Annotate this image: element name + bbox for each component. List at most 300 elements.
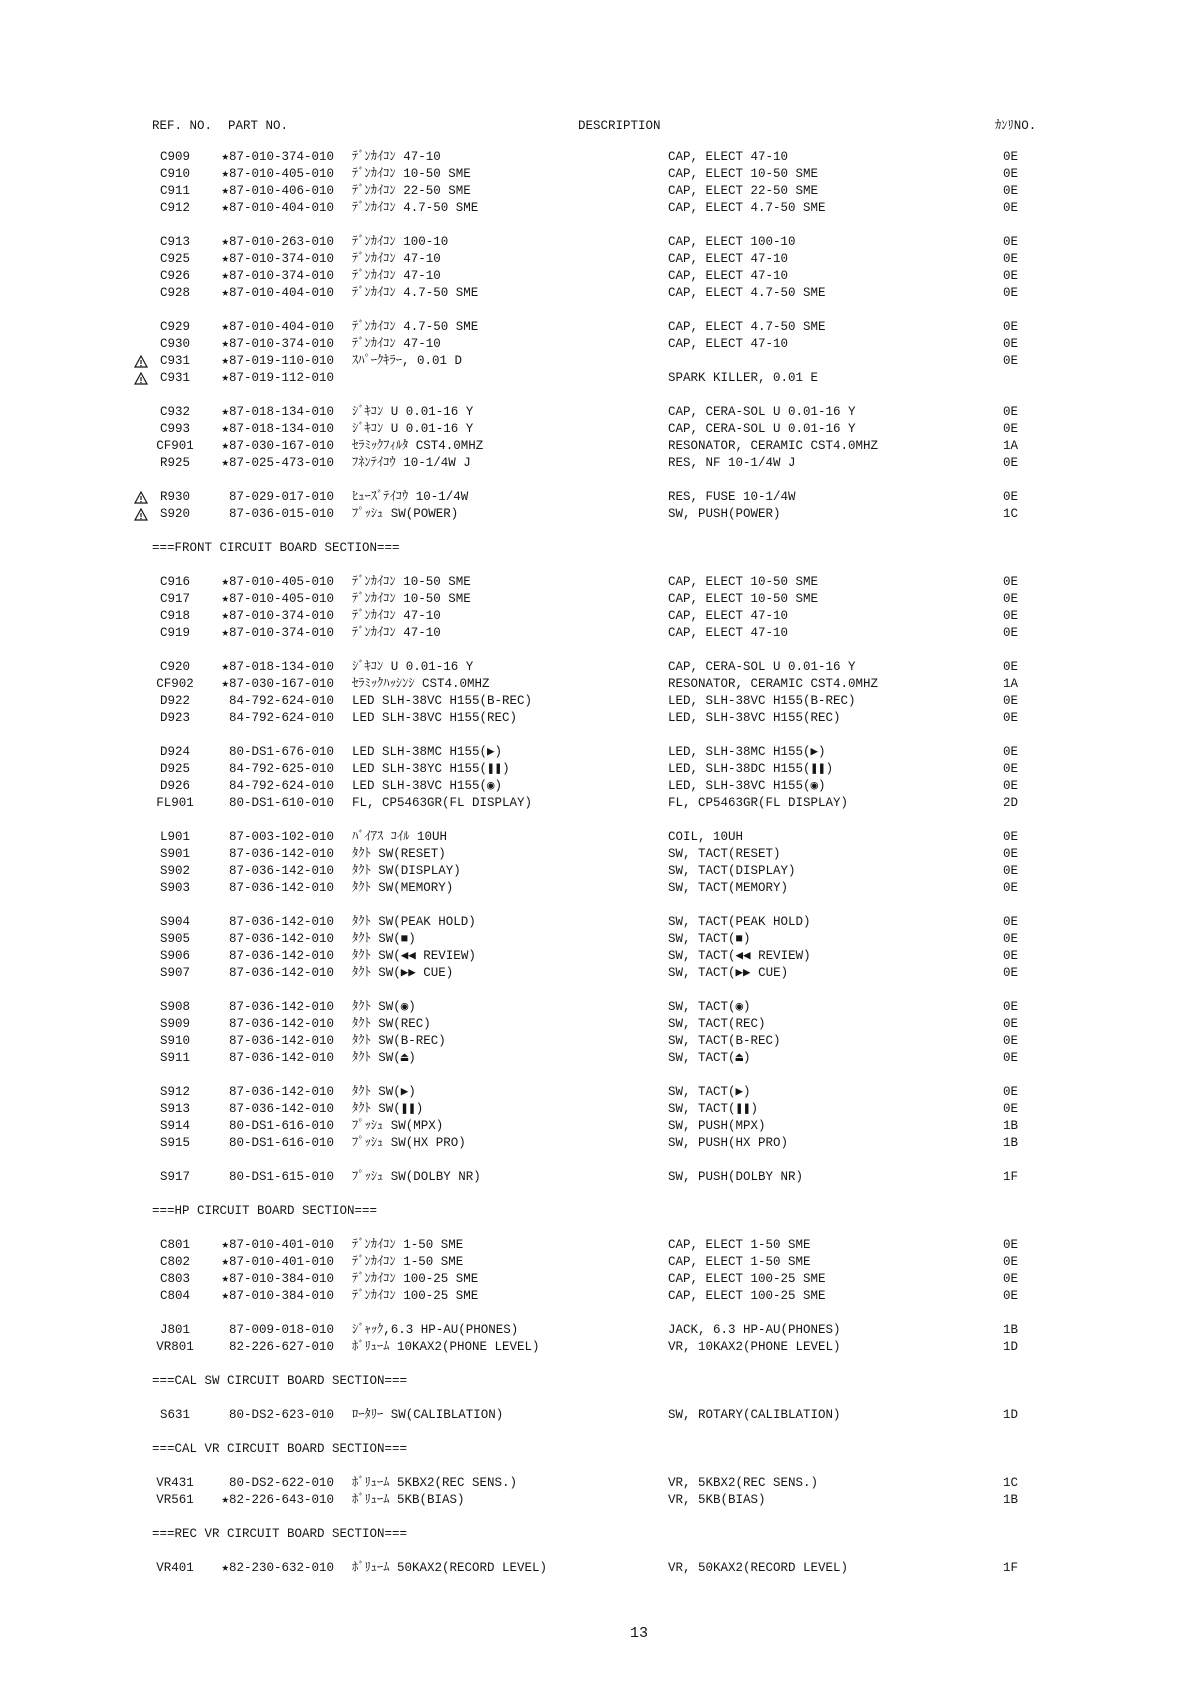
kanri-no: 0E — [1003, 609, 1019, 623]
kanri-no: 1A — [1003, 439, 1019, 453]
parts-row — [0, 251, 1184, 268]
part-no: 87-036-142-010 — [228, 1034, 334, 1048]
ref-no: S911 — [159, 1051, 190, 1065]
parts-row — [0, 999, 1184, 1016]
ref-no: S631 — [159, 1408, 190, 1422]
ref-no: S906 — [159, 949, 190, 963]
description-en: LED, SLH-38VC H155(◉) — [668, 779, 826, 793]
part-no: 84-792-625-010 — [228, 762, 334, 776]
description-en: SW, PUSH(DOLBY NR) — [668, 1170, 804, 1184]
part-no: 84-792-624-010 — [228, 711, 334, 725]
section-heading: ===CAL SW CIRCUIT BOARD SECTION=== — [152, 1374, 408, 1388]
part-no: 87-036-142-010 — [228, 1051, 334, 1065]
description-jp: ｼﾞｬｯｸ,6.3 HP-AU(PHONES) — [352, 1323, 519, 1337]
ref-no: S915 — [159, 1136, 190, 1150]
description-jp: ﾀｸﾄ SW(⏏) — [352, 1051, 416, 1065]
description-en: VR, 5KB(BIAS) — [668, 1493, 766, 1507]
description-jp: ﾃﾞﾝｶｲｺﾝ 4.7-50 SME — [352, 201, 479, 215]
part-no: ★87-018-134-010 — [221, 405, 334, 419]
kanri-no: 0E — [1003, 456, 1019, 470]
description-jp: ｽﾊﾟｰｸｷﾗｰ, 0.01 D — [352, 354, 463, 368]
parts-row — [0, 1339, 1184, 1356]
ref-no: C931 — [159, 354, 190, 368]
ref-no: S910 — [159, 1034, 190, 1048]
part-no: ★87-010-401-010 — [221, 1255, 334, 1269]
section-heading: ===CAL VR CIRCUIT BOARD SECTION=== — [152, 1442, 408, 1456]
part-no: ★87-030-167-010 — [221, 677, 334, 691]
kanri-no: 0E — [1003, 864, 1019, 878]
description-en: CAP, ELECT 1-50 SME — [668, 1255, 811, 1269]
description-en: CAP, ELECT 47-10 — [668, 252, 789, 266]
parts-row — [0, 455, 1184, 472]
description-jp: ﾀｸﾄ SW(RESET) — [352, 847, 446, 861]
kanri-no: 1B — [1003, 1136, 1019, 1150]
kanri-no: 0E — [1003, 1085, 1019, 1099]
description-en: SW, TACT(⏏) — [668, 1051, 751, 1065]
parts-row — [0, 1560, 1184, 1577]
part-no: ★87-030-167-010 — [221, 439, 334, 453]
description-jp: FL, CP5463GR(FL DISPLAY) — [352, 796, 533, 810]
parts-row — [0, 676, 1184, 693]
kanri-no: 0E — [1003, 150, 1019, 164]
part-no: 80-DS1-615-010 — [228, 1170, 334, 1184]
part-no: 80-DS1-676-010 — [228, 745, 334, 759]
part-no: ★87-010-374-010 — [221, 150, 334, 164]
ref-no: S913 — [159, 1102, 190, 1116]
description-en: CAP, CERA-SOL U 0.01-16 Y — [668, 405, 856, 419]
description-en: SW, TACT(▶) — [668, 1085, 751, 1099]
ref-no: CF901 — [156, 439, 194, 453]
parts-row — [0, 931, 1184, 948]
kanri-no: 0E — [1003, 745, 1019, 759]
description-jp: LED SLH-38VC H155(B-REC) — [352, 694, 533, 708]
parts-list — [0, 149, 1184, 1577]
description-en: LED, SLH-38DC H155(❚❚) — [668, 762, 834, 776]
part-no-header: PART NO. — [228, 119, 289, 133]
ref-no: C928 — [159, 286, 190, 300]
part-no: ★87-010-384-010 — [221, 1272, 334, 1286]
parts-row — [0, 149, 1184, 166]
parts-row — [0, 1288, 1184, 1305]
ref-no: C926 — [159, 269, 190, 283]
part-no: 87-029-017-010 — [228, 490, 334, 504]
parts-row — [0, 234, 1184, 251]
kanri-no: 1D — [1003, 1340, 1019, 1354]
description-jp: ﾃﾞﾝｶｲｺﾝ 47-10 — [352, 626, 441, 640]
ref-no-header: REF. NO. — [152, 119, 213, 133]
ref-no: C916 — [159, 575, 190, 589]
parts-row — [0, 421, 1184, 438]
description-en: CAP, ELECT 4.7-50 SME — [668, 201, 826, 215]
ref-no: C920 — [159, 660, 190, 674]
parts-row — [0, 268, 1184, 285]
description-en: CAP, CERA-SOL U 0.01-16 Y — [668, 422, 856, 436]
ref-no: S904 — [159, 915, 190, 929]
description-jp: LED SLH-38VC H155(REC) — [352, 711, 518, 725]
description-jp: ﾀｸﾄ SW(▶▶ CUE) — [352, 966, 454, 980]
description-jp: ｾﾗﾐｯｸﾊｯｼﾝｼ CST4.0MHZ — [352, 677, 490, 691]
part-no: ★87-010-374-010 — [221, 269, 334, 283]
part-no: 87-036-142-010 — [228, 949, 334, 963]
parts-group — [0, 234, 1184, 302]
ref-no: VR561 — [156, 1493, 194, 1507]
kanri-no: 0E — [1003, 1017, 1019, 1031]
description-en: SW, TACT(❚❚) — [668, 1102, 759, 1116]
parts-group — [0, 1322, 1184, 1356]
description-en: LED, SLH-38MC H155(▶) — [668, 745, 826, 759]
kanri-no: 1A — [1003, 677, 1019, 691]
description-jp: ﾀｸﾄ SW(■) — [352, 932, 416, 946]
description-jp: ﾃﾞﾝｶｲｺﾝ 1-50 SME — [352, 1238, 464, 1252]
description-en: LED, SLH-38VC H155(B-REC) — [668, 694, 856, 708]
section-heading: ===HP CIRCUIT BOARD SECTION=== — [152, 1204, 378, 1218]
ref-no: C930 — [159, 337, 190, 351]
parts-row — [0, 1475, 1184, 1492]
section-block — [0, 1526, 1184, 1543]
ref-no: VR801 — [156, 1340, 194, 1354]
ref-no: S903 — [159, 881, 190, 895]
description-jp: ﾃﾞﾝｶｲｺﾝ 47-10 — [352, 337, 441, 351]
description-en: SPARK KILLER, 0.01 E — [668, 371, 819, 385]
description-jp: ﾃﾞﾝｶｲｺﾝ 4.7-50 SME — [352, 320, 479, 334]
parts-row — [0, 1084, 1184, 1101]
description-jp: ﾌﾟｯｼｭ SW(DOLBY NR) — [352, 1170, 481, 1184]
parts-row — [0, 948, 1184, 965]
description-jp: ﾌﾟｯｼｭ SW(MPX) — [352, 1119, 444, 1133]
kanri-no: 0E — [1003, 201, 1019, 215]
parts-group — [0, 149, 1184, 217]
kanri-no: 0E — [1003, 320, 1019, 334]
description-en: COIL, 10UH — [668, 830, 744, 844]
ref-no: C912 — [159, 201, 190, 215]
ref-no: S901 — [159, 847, 190, 861]
description-jp: ﾀｸﾄ SW(REC) — [352, 1017, 431, 1031]
parts-group — [0, 659, 1184, 727]
parts-row — [0, 608, 1184, 625]
kanri-no: 1F — [1003, 1561, 1019, 1575]
description-en: SW, PUSH(HX PRO) — [668, 1136, 789, 1150]
kanri-no: 2D — [1003, 796, 1019, 810]
description-en: LED, SLH-38VC H155(REC) — [668, 711, 841, 725]
parts-row — [0, 370, 1184, 387]
kanri-no: 0E — [1003, 932, 1019, 946]
description-header: DESCRIPTION — [578, 119, 661, 133]
part-no: 87-036-142-010 — [228, 1085, 334, 1099]
kanri-no: 0E — [1003, 966, 1019, 980]
description-en: SW, TACT(B-REC) — [668, 1034, 781, 1048]
ref-no: C804 — [159, 1289, 190, 1303]
parts-row — [0, 1492, 1184, 1509]
section-block — [0, 540, 1184, 557]
ref-no: S907 — [159, 966, 190, 980]
parts-row — [0, 1169, 1184, 1186]
part-no: ★87-010-405-010 — [221, 592, 334, 606]
parts-row — [0, 1016, 1184, 1033]
section-row — [0, 1373, 1184, 1390]
ref-no: D925 — [159, 762, 190, 776]
description-en: RES, FUSE 10-1/4W — [668, 490, 796, 504]
parts-row — [0, 625, 1184, 642]
parts-row — [0, 353, 1184, 370]
part-no: 87-036-142-010 — [228, 1000, 334, 1014]
description-en: SW, TACT(DISPLAY) — [668, 864, 796, 878]
description-en: VR, 10KAX2(PHONE LEVEL) — [668, 1340, 841, 1354]
ref-no: C803 — [159, 1272, 190, 1286]
part-no: ★87-019-112-010 — [221, 371, 334, 385]
description-jp: ﾀｸﾄ SW(◀◀ REVIEW) — [352, 949, 476, 963]
section-block — [0, 1373, 1184, 1390]
kanri-no: 1D — [1003, 1408, 1019, 1422]
parts-group — [0, 574, 1184, 642]
part-no: ★87-010-374-010 — [221, 337, 334, 351]
kanri-no: 0E — [1003, 490, 1019, 504]
part-no: ★87-010-404-010 — [221, 320, 334, 334]
description-en: CAP, ELECT 47-10 — [668, 609, 789, 623]
page-number: 13 — [630, 1625, 649, 1642]
part-no: 87-009-018-010 — [228, 1323, 334, 1337]
ref-no: C929 — [159, 320, 190, 334]
description-en: SW, PUSH(MPX) — [668, 1119, 766, 1133]
ref-no: C801 — [159, 1238, 190, 1252]
kanri-no: 1B — [1003, 1493, 1019, 1507]
description-en: CAP, ELECT 47-10 — [668, 269, 789, 283]
description-jp: ﾀｸﾄ SW(◉) — [352, 1000, 416, 1014]
part-no: 80-DS2-622-010 — [228, 1476, 334, 1490]
description-jp: ﾃﾞﾝｶｲｺﾝ 10-50 SME — [352, 575, 471, 589]
part-no: ★87-019-110-010 — [221, 354, 334, 368]
description-jp: ﾀｸﾄ SW(MEMORY) — [352, 881, 454, 895]
parts-group — [0, 1560, 1184, 1577]
kanri-no: 0E — [1003, 286, 1019, 300]
parts-row — [0, 285, 1184, 302]
ref-no: FL901 — [156, 796, 194, 810]
description-jp: ﾃﾞﾝｶｲｺﾝ 47-10 — [352, 150, 441, 164]
kanri-no: 0E — [1003, 405, 1019, 419]
description-jp: ﾀｸﾄ SW(B-REC) — [352, 1034, 446, 1048]
description-en: SW, TACT(REC) — [668, 1017, 766, 1031]
parts-group — [0, 999, 1184, 1067]
description-en: CAP, ELECT 1-50 SME — [668, 1238, 811, 1252]
description-en: CAP, ELECT 47-10 — [668, 337, 789, 351]
description-jp: ﾀｸﾄ SW(❚❚) — [352, 1102, 424, 1116]
parts-row — [0, 761, 1184, 778]
ref-no: C931 — [159, 371, 190, 385]
description-en: CAP, ELECT 4.7-50 SME — [668, 320, 826, 334]
kanri-no: 0E — [1003, 847, 1019, 861]
ref-no: C913 — [159, 235, 190, 249]
description-en: CAP, ELECT 10-50 SME — [668, 167, 819, 181]
parts-row — [0, 778, 1184, 795]
description-en: SW, TACT(MEMORY) — [668, 881, 789, 895]
ref-no: C910 — [159, 167, 190, 181]
parts-row — [0, 659, 1184, 676]
ref-no: R930 — [159, 490, 190, 504]
ref-no: S909 — [159, 1017, 190, 1031]
kanri-no-header: ｶﾝﾘNO. — [995, 119, 1037, 133]
description-en: CAP, ELECT 22-50 SME — [668, 184, 819, 198]
ref-no: L901 — [159, 830, 190, 844]
ref-no: C909 — [159, 150, 190, 164]
ref-no: VR401 — [156, 1561, 194, 1575]
kanri-no: 0E — [1003, 337, 1019, 351]
description-jp: ﾃﾞﾝｶｲｺﾝ 47-10 — [352, 609, 441, 623]
ref-no: S905 — [159, 932, 190, 946]
parts-row — [0, 166, 1184, 183]
part-no: ★87-010-406-010 — [221, 184, 334, 198]
kanri-no: 0E — [1003, 184, 1019, 198]
kanri-no: 1F — [1003, 1170, 1019, 1184]
description-jp: ｼﾞｷｺﾝ U 0.01-16 Y — [352, 422, 474, 436]
kanri-no: 0E — [1003, 575, 1019, 589]
parts-row — [0, 1033, 1184, 1050]
parts-row — [0, 591, 1184, 608]
kanri-no: 0E — [1003, 626, 1019, 640]
kanri-no: 0E — [1003, 881, 1019, 895]
part-no: 87-036-142-010 — [228, 932, 334, 946]
description-en: CAP, ELECT 100-10 — [668, 235, 796, 249]
kanri-no: 0E — [1003, 915, 1019, 929]
description-jp: LED SLH-38VC H155(◉) — [352, 779, 503, 793]
kanri-no: 0E — [1003, 711, 1019, 725]
section-block — [0, 1203, 1184, 1220]
section-heading: ===FRONT CIRCUIT BOARD SECTION=== — [152, 541, 400, 555]
description-jp: ﾃﾞﾝｶｲｺﾝ 47-10 — [352, 252, 441, 266]
ref-no: C917 — [159, 592, 190, 606]
parts-group — [0, 914, 1184, 982]
part-no: 87-003-102-010 — [228, 830, 334, 844]
parts-row — [0, 506, 1184, 523]
description-jp: ﾀｸﾄ SW(DISPLAY) — [352, 864, 461, 878]
kanri-no: 0E — [1003, 235, 1019, 249]
kanri-no: 0E — [1003, 167, 1019, 181]
section-heading: ===REC VR CIRCUIT BOARD SECTION=== — [152, 1527, 408, 1541]
part-no: ★82-226-643-010 — [221, 1493, 334, 1507]
section-row — [0, 1526, 1184, 1543]
description-jp: ﾃﾞﾝｶｲｺﾝ 100-25 SME — [352, 1272, 479, 1286]
parts-row — [0, 489, 1184, 506]
description-en: RES, NF 10-1/4W J — [668, 456, 796, 470]
parts-row — [0, 438, 1184, 455]
part-no: 87-036-142-010 — [228, 966, 334, 980]
part-no: 87-036-142-010 — [228, 1102, 334, 1116]
description-jp: ﾌﾈﾝﾃｲｺｳ 10-1/4W J — [352, 456, 471, 470]
parts-group — [0, 1237, 1184, 1305]
description-jp: ﾋｭｰｽﾞﾃｲｺｳ 10-1/4W — [352, 490, 469, 504]
parts-row — [0, 914, 1184, 931]
part-no: ★87-010-374-010 — [221, 609, 334, 623]
parts-group — [0, 744, 1184, 812]
kanri-no: 0E — [1003, 830, 1019, 844]
ref-no: S920 — [159, 507, 190, 521]
parts-row — [0, 744, 1184, 761]
ref-no: CF902 — [156, 677, 194, 691]
kanri-no: 0E — [1003, 1238, 1019, 1252]
parts-group — [0, 829, 1184, 897]
part-no: ★82-230-632-010 — [221, 1561, 334, 1575]
description-en: CAP, ELECT 10-50 SME — [668, 575, 819, 589]
description-jp: ﾎﾞﾘｭｰﾑ 10KAX2(PHONE LEVEL) — [352, 1340, 540, 1354]
kanri-no: 0E — [1003, 1102, 1019, 1116]
description-jp: ﾌﾟｯｼｭ SW(HX PRO) — [352, 1136, 466, 1150]
kanri-no: 0E — [1003, 354, 1019, 368]
kanri-no: 0E — [1003, 762, 1019, 776]
part-no: 87-036-142-010 — [228, 881, 334, 895]
description-en: VR, 5KBX2(REC SENS.) — [668, 1476, 819, 1490]
description-jp: ﾃﾞﾝｶｲｺﾝ 100-10 — [352, 235, 449, 249]
kanri-no: 0E — [1003, 422, 1019, 436]
section-block — [0, 1441, 1184, 1458]
part-no: ★87-018-134-010 — [221, 660, 334, 674]
part-no: ★87-010-374-010 — [221, 626, 334, 640]
part-no: 82-226-627-010 — [228, 1340, 334, 1354]
kanri-no: 1C — [1003, 1476, 1019, 1490]
parts-group — [0, 1475, 1184, 1509]
description-jp: ﾃﾞﾝｶｲｺﾝ 10-50 SME — [352, 592, 471, 606]
ref-no: D923 — [159, 711, 190, 725]
parts-group — [0, 404, 1184, 472]
part-no: 87-036-142-010 — [228, 1017, 334, 1031]
description-jp: ﾃﾞﾝｶｲｺﾝ 1-50 SME — [352, 1255, 464, 1269]
kanri-no: 0E — [1003, 1000, 1019, 1014]
ref-no: C911 — [159, 184, 190, 198]
kanri-no: 1C — [1003, 507, 1019, 521]
description-jp: ﾎﾞﾘｭｰﾑ 5KB(BIAS) — [352, 1493, 465, 1507]
description-jp: ﾃﾞﾝｶｲｺﾝ 4.7-50 SME — [352, 286, 479, 300]
part-no: 87-036-015-010 — [228, 507, 334, 521]
part-no: ★87-010-404-010 — [221, 201, 334, 215]
parts-group — [0, 1407, 1184, 1424]
description-en: SW, TACT(■) — [668, 932, 751, 946]
table-header — [0, 118, 1184, 135]
description-jp: ｼﾞｷｺﾝ U 0.01-16 Y — [352, 660, 474, 674]
parts-group — [0, 1084, 1184, 1152]
kanri-no: 0E — [1003, 1272, 1019, 1286]
parts-row — [0, 183, 1184, 200]
section-row — [0, 1441, 1184, 1458]
description-jp: LED SLH-38YC H155(❚❚) — [352, 762, 510, 776]
description-jp: ﾃﾞﾝｶｲｺﾝ 10-50 SME — [352, 167, 471, 181]
description-jp: ﾊﾞｲｱｽ ｺｲﾙ 10UH — [352, 830, 448, 844]
description-jp: ﾃﾞﾝｶｲｺﾝ 100-25 SME — [352, 1289, 479, 1303]
description-en: CAP, ELECT 100-25 SME — [668, 1289, 826, 1303]
part-no: ★87-010-263-010 — [221, 235, 334, 249]
part-no: ★87-010-405-010 — [221, 575, 334, 589]
description-en: FL, CP5463GR(FL DISPLAY) — [668, 796, 849, 810]
description-jp: ｼﾞｷｺﾝ U 0.01-16 Y — [352, 405, 474, 419]
kanri-no: 1B — [1003, 1119, 1019, 1133]
description-en: SW, TACT(▶▶ CUE) — [668, 966, 789, 980]
description-en: CAP, CERA-SOL U 0.01-16 Y — [668, 660, 856, 674]
kanri-no: 1B — [1003, 1323, 1019, 1337]
description-en: CAP, ELECT 10-50 SME — [668, 592, 819, 606]
description-en: SW, TACT(RESET) — [668, 847, 781, 861]
ref-no: C925 — [159, 252, 190, 266]
parts-row — [0, 1135, 1184, 1152]
part-no: 80-DS2-623-010 — [228, 1408, 334, 1422]
description-jp: ﾃﾞﾝｶｲｺﾝ 22-50 SME — [352, 184, 471, 198]
ref-no: VR431 — [156, 1476, 194, 1490]
parts-row — [0, 404, 1184, 421]
ref-no: C918 — [159, 609, 190, 623]
section-row — [0, 1203, 1184, 1220]
description-jp: ﾃﾞﾝｶｲｺﾝ 47-10 — [352, 269, 441, 283]
description-en: RESONATOR, CERAMIC CST4.0MHZ — [668, 439, 879, 453]
part-no: 87-036-142-010 — [228, 915, 334, 929]
description-jp: LED SLH-38MC H155(▶) — [352, 745, 503, 759]
ref-no: C993 — [159, 422, 190, 436]
parts-row — [0, 1050, 1184, 1067]
parts-group — [0, 319, 1184, 387]
